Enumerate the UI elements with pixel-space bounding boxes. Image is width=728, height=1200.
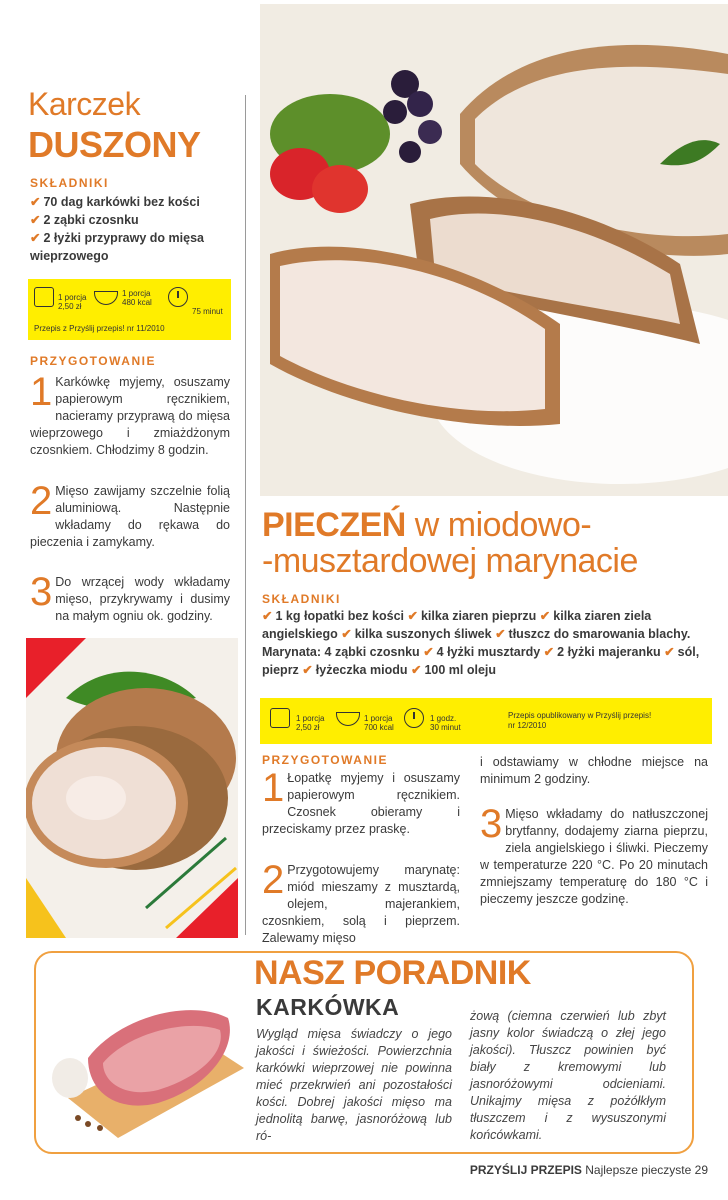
check-icon: ✔ (410, 663, 422, 677)
portion-cost: 1 porcja 2,50 zł (296, 714, 325, 732)
check-icon: ✔ (30, 195, 41, 209)
wallet-icon (270, 708, 290, 728)
left-recipe-title-line1: Karczek (28, 86, 141, 122)
ingredient-item: sól, pieprz (262, 645, 700, 677)
clock-icon (404, 708, 424, 728)
portion-kcal: 1 porcja 700 kcal (364, 714, 394, 732)
bowl-icon (336, 712, 360, 726)
check-icon: ✔ (302, 663, 313, 677)
right-step-2-continued: i odstawiamy w chłodne miejsce na minimum 2 godziny. (480, 755, 708, 786)
left-step-2: 2 Mięso zawijamy szczelnie folią aluminiową. Następnie wkładamy do rękawa do pieczenia i zamykamy. (30, 479, 230, 549)
right-info-bar (260, 698, 712, 744)
right-step-2: 2 Przygotowujemy marynatę: miód mieszamy z musztardą, olejem, majerankiem, czosnkiem, solą i pieprzem. Zalewamy mięso (262, 858, 460, 945)
ingredient-item: ✔ 2 ząbki czosnku (30, 213, 139, 227)
right-ingredients-list (262, 607, 702, 679)
wallet-icon (34, 287, 54, 307)
check-icon: ✔ (495, 627, 506, 641)
portion-cost: 1 porcja 2,50 zł (58, 293, 87, 311)
left-step-3: 3 Do wrzącej wody wkładamy mięso, przykrywamy i dusimy na małym ogniu ok. godziny. (30, 570, 230, 623)
ingredient-item: Marynata: 4 ząbki czosnku (262, 645, 420, 659)
left-info-bar (28, 279, 231, 340)
left-ingredients-heading: SKŁADNIKI (30, 176, 109, 190)
cook-time: 75 minut (192, 307, 223, 316)
column-divider (245, 95, 246, 935)
ingredient-item: kilka ziaren ziela angielskiego (262, 609, 652, 641)
portion-kcal: 1 porcja 480 kcal (122, 289, 152, 307)
guide-text-column-1: Wygląd mięsa świadczy o jego jakości i świeżości. Powierzchnia karkówki wieprzowej nie powinna mieć przekrwień ani pozostałości kości. Dobrej jakości mięso ma jednolitą barwę, jasnoróżową lub ró- (256, 1027, 452, 1143)
ingredient-item: kilka suszonych śliwek (354, 627, 492, 641)
guide-subtitle: KARKÓWKA (256, 994, 400, 1020)
check-icon: ✔ (407, 609, 418, 623)
raw-pork-photo (48, 978, 244, 1138)
ingredient-item: tłuszcz do smarowania blachy. (508, 627, 691, 641)
check-icon: ✔ (341, 627, 352, 641)
recipe-source: Przepis z Przyślij przepis! nr 11/2010 (34, 324, 165, 333)
page-footer: PRZYŚLIJ PRZEPIS Najlepsze pieczyste 29 (469, 1163, 708, 1177)
right-step-3: 3 Mięso wkładamy do natłuszczonej brytfanny, dodajemy ziarna pieprzu, ziela angielskiego i śliwki. Pieczemy w temperaturze 220 °C. Po 20 minutach zmniejszamy temperaturę do 180 °C i pieczemy jeszcze godzinę. (480, 802, 708, 906)
check-icon: ✔ (423, 645, 434, 659)
check-icon: ✔ (539, 609, 551, 623)
left-recipe-title-line2: DUSZONY (28, 124, 201, 165)
right-recipe-title-line1: PIECZEŃ w miodowo- (262, 506, 592, 544)
ingredient-item: 1 kg łopatki bez kości (275, 609, 404, 623)
check-icon: ✔ (262, 609, 273, 623)
roast-photo (260, 4, 728, 496)
right-ingredients-heading: SKŁADNIKI (262, 592, 341, 606)
raw-pork-illustration (48, 978, 244, 1138)
bowl-icon (94, 291, 118, 305)
right-recipe-title-line2: -musztardowej marynacie (262, 542, 638, 580)
ingredient-item: ✔ 70 dag karkówki bez kości (30, 195, 200, 209)
guide-title: NASZ PORADNIK (254, 954, 531, 992)
ingredient-item: łyżeczka miodu (315, 663, 408, 677)
clock-icon (168, 287, 188, 307)
cook-time: 1 godz. 30 minut (430, 714, 461, 732)
ingredient-item: 100 ml oleju (424, 663, 497, 677)
left-preparation-heading: PRZYGOTOWANIE (30, 354, 156, 368)
pork-slices-photo (26, 638, 238, 938)
right-step-1: 1 Łopatkę myjemy i osuszamy papierowym ręcznikiem. Czosnek obieramy i przeciskamy przez praskę. (262, 766, 460, 836)
pork-slices-illustration (26, 638, 238, 938)
right-preparation-heading: PRZYGOTOWANIE (262, 753, 388, 767)
check-icon: ✔ (30, 231, 41, 245)
left-step-1: 1 Karkówkę myjemy, osuszamy papierowym ręcznikiem, nacieramy przyprawą do mięsa wieprzowego i zmiażdżonym czosnkiem. Chłodzimy 8 godzin. (30, 370, 230, 457)
ingredient-item: kilka ziaren pieprzu (420, 609, 537, 623)
ingredient-item: 4 łyżki musztardy (436, 645, 541, 659)
check-icon: ✔ (543, 645, 555, 659)
check-icon: ✔ (664, 645, 675, 659)
check-icon: ✔ (30, 213, 41, 227)
guide-text-column-2: żową (ciemna czerwień lub zbyt jasny kolor świadczą o złej jego jakości). Tłuszcz powinien być biały z kremowymi lub jasnoróżowymi odcieniami. Unikajmy mięsa z pożółkłym tłuszczem i z wysuszonymi końcówkami. (470, 1009, 666, 1142)
ingredient-item: ✔ 2 łyżki przyprawy do mięsa wieprzowego (30, 231, 204, 263)
recipe-source: Przepis opublikowany w Przyślij przepis! nr 12/2010 (508, 711, 652, 730)
ingredient-item: 2 łyżki majeranku (557, 645, 661, 659)
roast-illustration (260, 4, 728, 496)
left-ingredients-list (30, 193, 240, 265)
